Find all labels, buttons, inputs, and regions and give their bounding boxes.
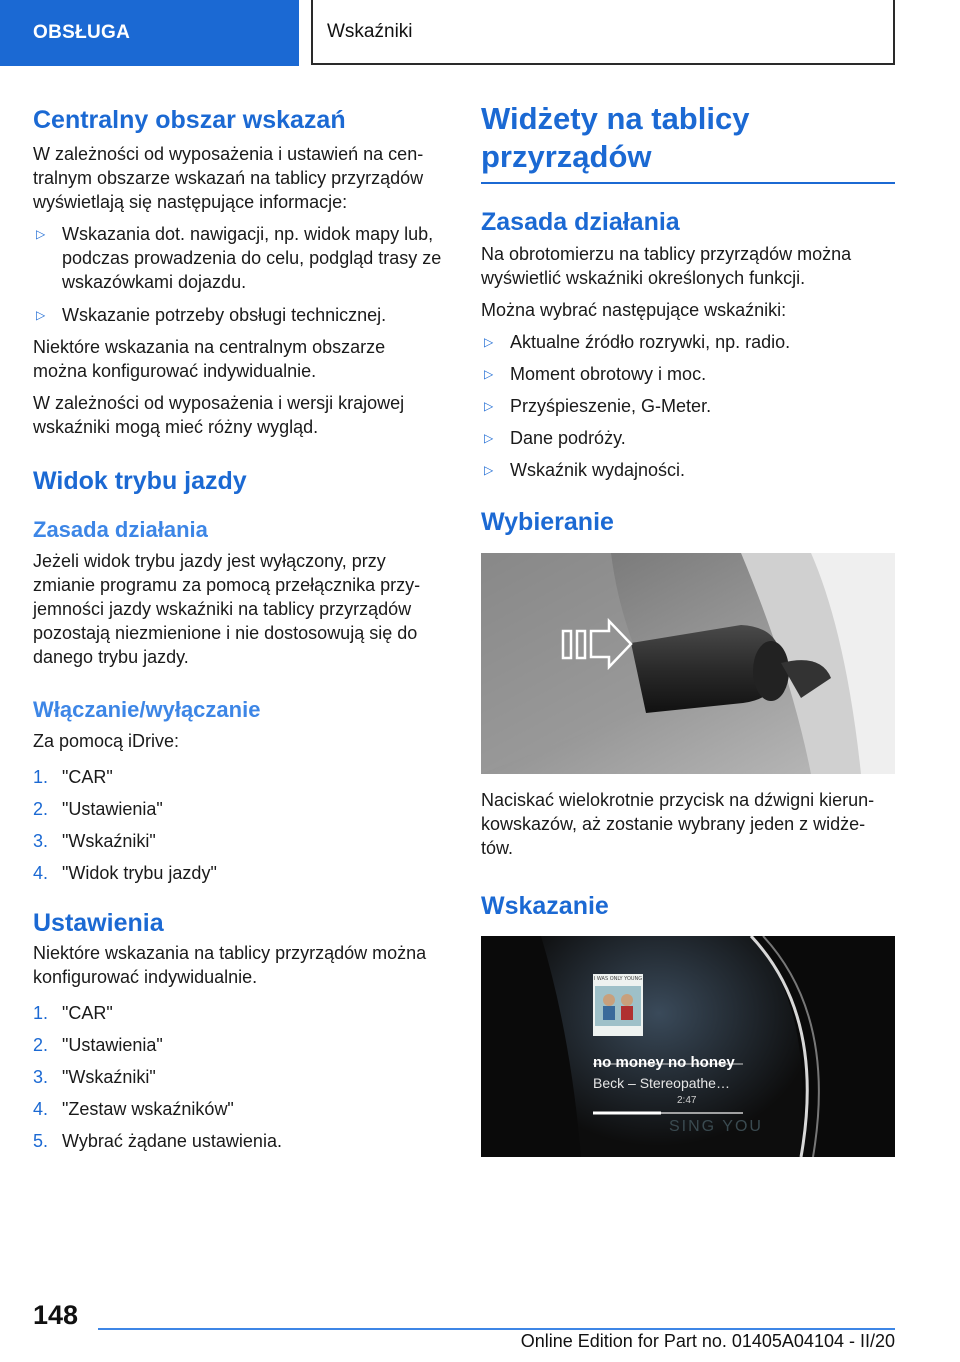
paragraph: Naciskać wielokrotnie przycisk na dźwigni kierun-kowskazów, aż zostanie wybrany jeden z widże-tów. bbox=[481, 790, 875, 858]
right-column bbox=[481, 100, 896, 1157]
subheading-principle: Zasada działania bbox=[481, 208, 680, 236]
triangle-bullet-icon: ▷ bbox=[484, 335, 494, 349]
list-item: ▷ Aktualne źródło rozrywki, np. radio. bbox=[484, 332, 791, 352]
heading-underline bbox=[481, 182, 895, 184]
list-item: ▷ Przyśpieszenie, G-Meter. bbox=[484, 396, 712, 416]
album-caption: I WAS ONLY YOUNG bbox=[593, 976, 643, 982]
paragraph: W zależności od wyposażenia i wersji krajowej wskaźniki mogą mieć różny wygląd. bbox=[33, 393, 405, 437]
song-artist: Beck – Stereopathe… bbox=[593, 1075, 730, 1091]
step-item: 5. Wybrać żądane ustawienia. bbox=[33, 1131, 282, 1151]
step-item: 2. "Ustawienia" bbox=[33, 1035, 163, 1055]
step-item: 3. "Wskaźniki" bbox=[33, 1067, 156, 1087]
list-item: ▷ Wskaźnik wydajności. bbox=[484, 460, 686, 480]
list-item: ▷ Dane podróży. bbox=[484, 428, 626, 448]
settings-steps bbox=[33, 1001, 448, 1153]
central-list bbox=[33, 222, 448, 327]
step-item: 3. "Wskaźniki" bbox=[33, 831, 156, 851]
song-time: 2:47 bbox=[677, 1095, 697, 1106]
heading-widgets: Widżety na tablicy przyrządów bbox=[481, 101, 750, 174]
paragraph: Niektóre wskazania na centralnym obszarze można konfigurować indywidualnie. bbox=[33, 337, 386, 381]
widget-list bbox=[481, 330, 896, 482]
triangle-bullet-icon: ▷ bbox=[484, 399, 494, 413]
step-item: 4. "Zestaw wskaźników" bbox=[33, 1099, 234, 1119]
page-number: 148 bbox=[33, 1300, 79, 1330]
triangle-bullet-icon: ▷ bbox=[484, 431, 494, 445]
widget-display-image bbox=[481, 936, 895, 1157]
turn-signal-lever-image bbox=[481, 553, 895, 774]
list-item: ▷ Wskazanie potrzeby obsługi technicznej. bbox=[36, 305, 387, 325]
paragraph: Jeżeli widok trybu jazdy jest wyłączony, przy zmianie programu za pomocą przełącznika przy-jemności jazdy wskaźniki na tablicy przyrządów pozostają niezmienione i nie dostosowują się do danego trybu jazdy. bbox=[33, 551, 421, 667]
paragraph: Niektóre wskazania na tablicy przyrządów można konfigurować indywidualnie. bbox=[33, 943, 427, 987]
section-tab: OBSŁUGA bbox=[0, 0, 299, 66]
edition-info: Online Edition for Part no. 01405A04104 - II/20 bbox=[520, 1331, 895, 1351]
song-title: no money no honey bbox=[593, 1054, 735, 1071]
step-item: 1. "CAR" bbox=[33, 1003, 113, 1023]
triangle-bullet-icon: ▷ bbox=[36, 308, 46, 322]
heading-central-area: Centralny obszar wskazań bbox=[33, 106, 346, 134]
on-off-steps bbox=[33, 765, 448, 885]
heading-settings: Ustawienia bbox=[33, 909, 164, 937]
left-column bbox=[33, 100, 448, 1153]
list-item: ▷ Moment obrotowy i moc. bbox=[484, 364, 707, 384]
paragraph: W zależności od wyposażenia i ustawień na cen-tralnym obszarze wskazań na tablicy przyrządów wyświetlają się następujące informacje: bbox=[33, 144, 424, 212]
footer-divider bbox=[98, 1328, 895, 1330]
chapter-title: Wskaźniki bbox=[311, 0, 895, 65]
heading-drive-mode-view: Widok trybu jazdy bbox=[33, 467, 247, 495]
step-item: 1. "CAR" bbox=[33, 767, 113, 787]
paragraph: Na obrotomierzu na tablicy przyrządów można wyświetlić wskaźniki określonych funkcji. bbox=[481, 244, 852, 288]
triangle-bullet-icon: ▷ bbox=[484, 463, 494, 477]
background-text: SING YOU bbox=[669, 1118, 763, 1135]
paragraph: Można wybrać następujące wskaźniki: bbox=[481, 300, 787, 320]
step-item: 4. "Widok trybu jazdy" bbox=[33, 863, 217, 883]
subheading-principle: Zasada działania bbox=[33, 517, 208, 542]
step-item: 2. "Ustawienia" bbox=[33, 799, 163, 819]
subheading-on-off: Włączanie/wyłączanie bbox=[33, 697, 261, 722]
heading-display: Wskazanie bbox=[481, 892, 609, 920]
triangle-bullet-icon: ▷ bbox=[36, 227, 46, 241]
triangle-bullet-icon: ▷ bbox=[484, 367, 494, 381]
heading-selection: Wybieranie bbox=[481, 508, 614, 536]
paragraph: Za pomocą iDrive: bbox=[33, 731, 180, 751]
list-item: ▷ Wskazania dot. nawigacji, np. widok mapy lub, podczas prowadzenia do celu, podgląd trasy ze wskazówkami dojazdu. bbox=[36, 224, 442, 292]
